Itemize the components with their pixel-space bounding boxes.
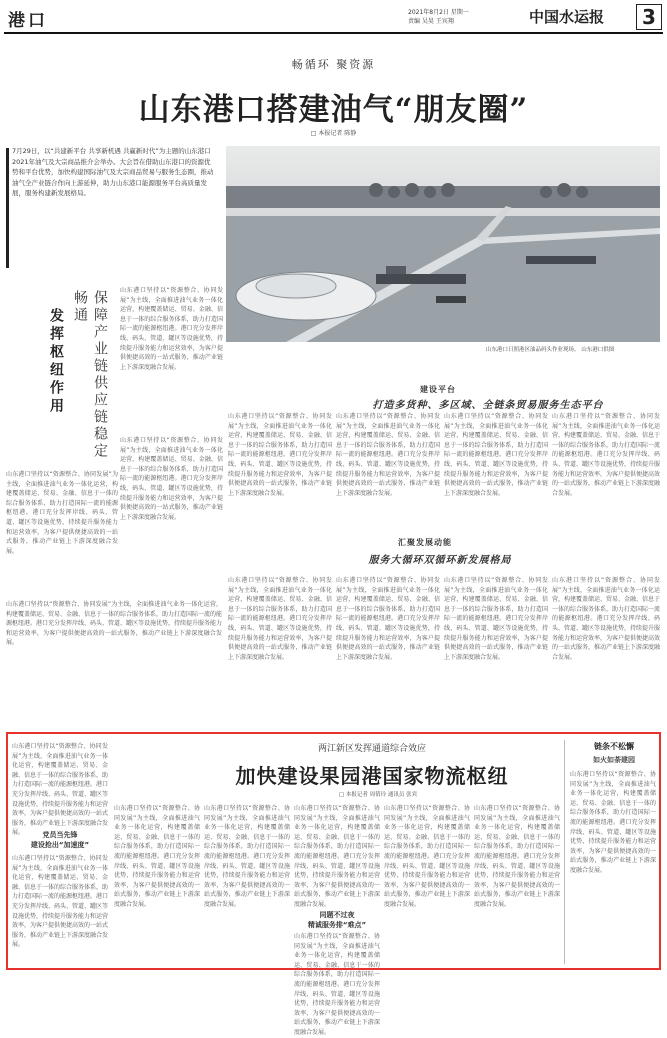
body-column: 山东港口坚持以“资源整合、协同发展”为主线，全面推进油气业务一体化运营，构建覆盖储运、贸易、金融、信息于一体的综合服务体系，助力打造国际一流的能源枢纽港。港口充分发挥岸线、码头、管道、罐区等设施优势，持续提升服务能力和运营效率，为客户提供便捷高效的一站式服务，推动产业链上下游深度融合发展。: [120, 437, 223, 521]
section3-tag: 汇聚发展动能: [398, 538, 452, 547]
body-column: 山东港口坚持以“资源整合、协同发展”为主线，全面推进油气业务一体化运营，构建覆盖储运、贸易、金融、信息于一体的综合服务体系，助力打造国际一流的能源枢纽港。港口充分发挥岸线、码头、管道、罐区等设施优势，持续提升服务能力和运营效率，为客户提供便捷高效的一站式服务，推动产业链上下游深度融合发展。: [336, 577, 440, 661]
feature-column: 山东港口坚持以“资源整合、协同发展”为主线，全面推进油气业务一体化运营，构建覆盖储运、贸易、金融、信息于一体的综合服务体系，助力打造国际一流的能源枢纽港。港口充分发挥岸线、码头、管道、罐区等设施优势，持续提升服务能力和运营效率，为客户提供便捷高效的一站式服务，推动产业链上下游深度融合发展。: [204, 805, 290, 908]
masthead-rule: [4, 32, 663, 34]
side-subhead-title: 链条不松懈: [594, 742, 634, 751]
body-column: 山东港口坚持以“资源整合、协同发展”为主线，全面推进油气业务一体化运营，构建覆盖储运、贸易、金融、信息于一体的综合服务体系，助力打造国际一流的能源枢纽港。港口充分发挥岸线、码头、管道、罐区等设施优势，持续提升服务能力和运营效率，为客户提供便捷高效的一站式服务，推动产业链上下游深度融合发展。: [552, 577, 661, 661]
editors: 责编 吴昊 王宾翔: [408, 18, 454, 25]
photo-caption: 山东港口日照港区油品码头作业现场。 山东港口供图: [486, 347, 615, 353]
section-name: 港口: [8, 11, 48, 31]
feature-subhead-party: [12, 830, 108, 850]
feature-column: 山东港口坚持以“资源整合、协同发展”为主线，全面推进油气业务一体化运营，构建覆盖储运、贸易、金融、信息于一体的综合服务体系，助力打造国际一流的能源枢纽港。港口充分发挥岸线、码头、管道、罐区等设施优势，持续提升服务能力和运营效率，为客户提供便捷高效的一站式服务，推动产业链上下游深度融合发展。: [12, 743, 109, 837]
feature-column: 山东港口坚持以“资源整合、协同发展”为主线，全面推进油气业务一体化运营，构建覆盖储运、贸易、金融、信息于一体的综合服务体系，助力打造国际一流的能源枢纽港。港口充分发挥岸线、码头、管道、罐区等设施优势，持续提升服务能力和运营效率，为客户提供便捷高效的一站式服务，推动产业链上下游深度融合发展。: [294, 933, 380, 1036]
feature-column: 山东港口坚持以“资源整合、协同发展”为主线，全面推进油气业务一体化运营，构建覆盖储运、贸易、金融、信息于一体的综合服务体系，助力打造国际一流的能源枢纽港。港口充分发挥岸线、码头、管道、罐区等设施优势，持续提升服务能力和运营效率，为客户提供便捷高效的一站式服务，推动产业链上下游深度融合发展。: [114, 805, 200, 908]
feature-column: 山东港口坚持以“资源整合、协同发展”为主线，全面推进油气业务一体化运营，构建覆盖储运、贸易、金融、信息于一体的综合服务体系，助力打造国际一流的能源枢纽港。港口充分发挥岸线、码头、管道、罐区等设施优势，持续提升服务能力和运营效率，为客户提供便捷高效的一站式服务，推动产业链上下游深度融合发展。: [570, 771, 656, 874]
lead-byline: □ 本报记者 陈静: [310, 130, 357, 137]
vertical-subhead-line1: 保障产业链供应链稳定畅通: [72, 290, 108, 460]
body-column: 山东港口坚持以“资源整合、协同发展”为主线，全面推进油气业务一体化运营，构建覆盖储运、贸易、金融、信息于一体的综合服务体系，助力打造国际一流的能源枢纽港。港口充分发挥岸线、码头、管道、罐区等设施优势，持续提升服务能力和运营效率，为客户提供便捷高效的一站式服务，推动产业链上下游深度融合发展。: [444, 413, 548, 497]
masthead-info: [408, 8, 506, 26]
feature-subhead-mid: [294, 910, 380, 930]
body-column: 山东港口坚持以“资源整合、协同发展”为主线，全面推进油气业务一体化运营，构建覆盖储运、贸易、金融、信息于一体的综合服务体系，助力打造国际一流的能源枢纽港。港口充分发挥岸线、码头、管道、罐区等设施优势，持续提升服务能力和运营效率，为客户提供便捷高效的一站式服务，推动产业链上下游深度融合发展。: [6, 471, 118, 555]
lead-intro: 7月29日，以“共建新平台 共享新机遇 共赢新时代”为主题的山东港口2021年油气及大宗商品推介会举办。大会旨在借助山东港口的资源优势和平台优势，加快构建国际油气及大宗商品贸易与服务生态圈，推动油气全产业链合作向上游延伸，助力山东港口能源服务平台高质量发展，服务构建新发展格局。: [12, 147, 214, 197]
feature-kicker: 两江新区发挥通道综合效应: [317, 744, 426, 754]
body-column: 山东港口坚持以“资源整合、协同发展”为主线，全面推进油气业务一体化运营，构建覆盖储运、贸易、金融、信息于一体的综合服务体系，助力打造国际一流的能源枢纽港。港口充分发挥岸线、码头、管道、罐区等设施优势，持续提升服务能力和运营效率，为客户提供便捷高效的一站式服务，推动产业链上下游深度融合发展。: [120, 287, 223, 371]
lead-kicker: 畅循环 聚资源: [291, 58, 376, 71]
section3-subhead: 服务大循环双循环新发展格局: [368, 555, 512, 566]
feature-column: 山东港口坚持以“资源整合、协同发展”为主线，全面推进油气业务一体化运营，构建覆盖储运、贸易、金融、信息于一体的综合服务体系，助力打造国际一流的能源枢纽港。港口充分发挥岸线、码头、管道、罐区等设施优势，持续提升服务能力和运营效率，为客户提供便捷高效的一站式服务，推动产业链上下游深度融合发展。: [12, 855, 109, 949]
body-column: 山东港口坚持以“资源整合、协同发展”为主线，全面推进油气业务一体化运营，构建覆盖储运、贸易、金融、信息于一体的综合服务体系，助力打造国际一流的能源枢纽港。港口充分发挥岸线、码头、管道、罐区等设施优势，持续提升服务能力和运营效率，为客户提供便捷高效的一站式服务，推动产业链上下游深度融合发展。: [444, 577, 548, 661]
section2-tag: 建设平台: [420, 385, 456, 394]
subhead-mid-line1: 同题不过夜: [319, 911, 355, 919]
vertical-subhead: [42, 290, 122, 470]
body-column: 山东港口坚持以“资源整合、协同发展”为主线，全面推进油气业务一体化运营，构建覆盖储运、贸易、金融、信息于一体的综合服务体系，助力打造国际一流的能源枢纽港。港口充分发挥岸线、码头、管道、罐区等设施优势，持续提升服务能力和运营效率，为客户提供便捷高效的一站式服务，推动产业链上下游深度融合发展。: [6, 601, 223, 647]
body-column: 山东港口坚持以“资源整合、协同发展”为主线，全面推进油气业务一体化运营，构建覆盖储运、贸易、金融、信息于一体的综合服务体系，助力打造国际一流的能源枢纽港。港口充分发挥岸线、码头、管道、罐区等设施优势，持续提升服务能力和运营效率，为客户提供便捷高效的一站式服务，推动产业链上下游深度融合发展。: [228, 577, 332, 661]
page-number: 3: [636, 4, 662, 30]
side-subhead-sub: 如火如荼建园: [593, 756, 635, 764]
lead-accent-bar: [6, 148, 9, 268]
feature-column: 山东港口坚持以“资源整合、协同发展”为主线，全面推进油气业务一体化运营，构建覆盖储运、贸易、金融、信息于一体的综合服务体系，助力打造国际一流的能源枢纽港。港口充分发挥岸线、码头、管道、罐区等设施优势，持续提升服务能力和运营效率，为客户提供便捷高效的一站式服务，推动产业链上下游深度融合发展。: [384, 805, 470, 908]
feature-headline: 加快建设果园港国家物流枢纽: [235, 764, 509, 788]
port-photo: [226, 146, 660, 342]
issue-date: 2021年8月2日 星期一: [408, 9, 469, 16]
body-column: 山东港口坚持以“资源整合、协同发展”为主线，全面推进油气业务一体化运营，构建覆盖储运、贸易、金融、信息于一体的综合服务体系，助力打造国际一流的能源枢纽港。港口充分发挥岸线、码头、管道、罐区等设施优势，持续提升服务能力和运营效率，为客户提供便捷高效的一站式服务，推动产业链上下游深度融合发展。: [336, 413, 440, 497]
body-column: 山东港口坚持以“资源整合、协同发展”为主线，全面推进油气业务一体化运营，构建覆盖储运、贸易、金融、信息于一体的综合服务体系，助力打造国际一流的能源枢纽港。港口充分发挥岸线、码头、管道、罐区等设施优势，持续提升服务能力和运营效率，为客户提供便捷高效的一站式服务，推动产业链上下游深度融合发展。: [552, 413, 661, 497]
feature-column: 山东港口坚持以“资源整合、协同发展”为主线，全面推进油气业务一体化运营，构建覆盖储运、贸易、金融、信息于一体的综合服务体系，助力打造国际一流的能源枢纽港。港口充分发挥岸线、码头、管道、罐区等设施优势，持续提升服务能力和运营效率，为客户提供便捷高效的一站式服务，推动产业链上下游深度融合发展。: [294, 805, 380, 908]
newspaper-logo: 中国水运报: [529, 8, 605, 26]
subhead-mid-line2: 精诚服务排“难点”: [307, 921, 367, 929]
feature-byline: □ 本报记者 周倩玲 通讯员 张宾: [338, 792, 418, 798]
vertical-subhead-line2: 发挥枢纽作用: [48, 308, 64, 416]
subhead-party-line1: 党员当先锋: [42, 831, 78, 839]
subhead-party-line2: 建设抢出“加速度”: [30, 841, 90, 849]
feature-column: 山东港口坚持以“资源整合、协同发展”为主线，全面推进油气业务一体化运营，构建覆盖储运、贸易、金融、信息于一体的综合服务体系，助力打造国际一流的能源枢纽港。港口充分发挥岸线、码头、管道、罐区等设施优势，持续提升服务能力和运营效率，为客户提供便捷高效的一站式服务，推动产业链上下游深度融合发展。: [474, 805, 560, 908]
side-subhead: [570, 741, 658, 765]
body-column: 山东港口坚持以“资源整合、协同发展”为主线，全面推进油气业务一体化运营，构建覆盖储运、贸易、金融、信息于一体的综合服务体系，助力打造国际一流的能源枢纽港。港口充分发挥岸线、码头、管道、罐区等设施优势，持续提升服务能力和运营效率，为客户提供便捷高效的一站式服务，推动产业链上下游深度融合发展。: [228, 413, 332, 497]
section2-subhead: 打造多货种、多区域、全链条贸易服务生态平台: [372, 400, 604, 411]
column-separator: [564, 740, 565, 964]
lead-headline: 山东港口搭建油气“朋友圈”: [138, 92, 529, 128]
